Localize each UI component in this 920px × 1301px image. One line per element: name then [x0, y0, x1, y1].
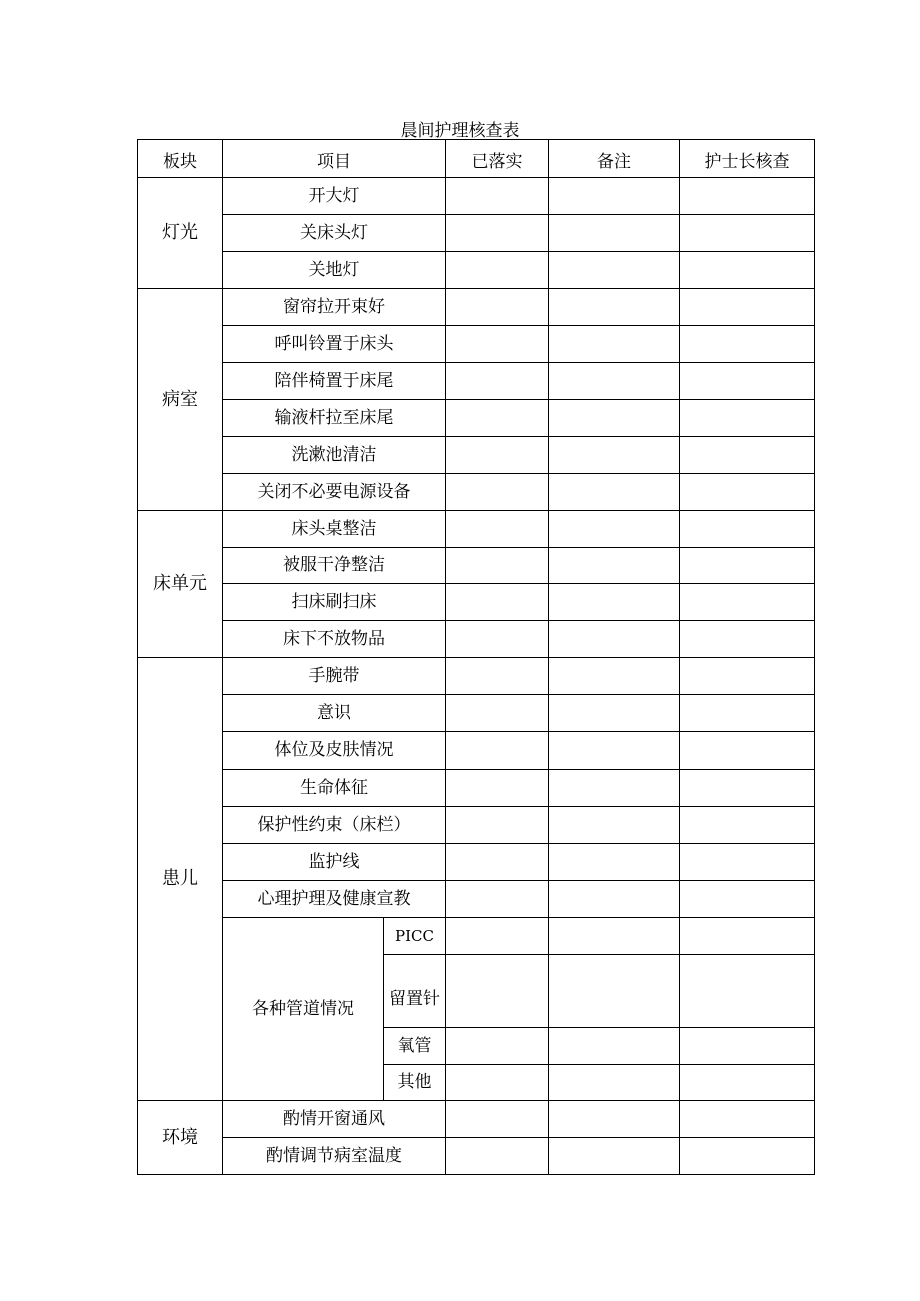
head-nurse-cell[interactable]	[680, 474, 815, 511]
head-nurse-cell[interactable]	[680, 695, 815, 732]
table-row	[138, 252, 815, 289]
remark-cell[interactable]	[549, 178, 680, 215]
item-cell: 陪伴椅置于床尾	[223, 363, 446, 400]
remark-cell[interactable]	[549, 695, 680, 732]
item-cell: 关闭不必要电源设备	[223, 474, 446, 511]
table-row	[138, 621, 815, 658]
header-category: 板块	[138, 140, 223, 178]
category-bed: 床单元	[138, 511, 223, 658]
item-cell: 关地灯	[223, 252, 446, 289]
remark-cell[interactable]	[549, 1101, 680, 1138]
head-nurse-cell[interactable]	[680, 178, 815, 215]
item-cell: 扫床刷扫床	[223, 584, 446, 621]
done-cell[interactable]	[446, 289, 549, 326]
done-cell[interactable]	[446, 363, 549, 400]
remark-cell[interactable]	[549, 584, 680, 621]
table-row	[138, 437, 815, 474]
head-nurse-cell[interactable]	[680, 252, 815, 289]
head-nurse-cell[interactable]	[680, 770, 815, 807]
head-nurse-cell[interactable]	[680, 437, 815, 474]
head-nurse-cell[interactable]	[680, 732, 815, 770]
table-row	[138, 400, 815, 437]
table-row	[138, 326, 815, 363]
item-cell: 酌情调节病室温度	[223, 1138, 446, 1175]
remark-cell[interactable]	[549, 289, 680, 326]
remark-cell[interactable]	[549, 1138, 680, 1175]
head-nurse-cell[interactable]	[680, 621, 815, 658]
category-child: 患儿	[138, 658, 223, 1101]
item-cell: 洗漱池清洁	[223, 437, 446, 474]
done-cell[interactable]	[446, 732, 549, 770]
item-cell: 酌情开窗通风	[223, 1101, 446, 1138]
table-row	[138, 695, 815, 732]
remark-cell[interactable]	[549, 437, 680, 474]
done-cell[interactable]	[446, 1138, 549, 1175]
category-ward: 病室	[138, 289, 223, 511]
head-nurse-cell[interactable]	[680, 289, 815, 326]
done-cell[interactable]	[446, 918, 549, 955]
remark-cell[interactable]	[549, 474, 680, 511]
done-cell[interactable]	[446, 178, 549, 215]
table-row	[138, 363, 815, 400]
remark-cell[interactable]	[549, 621, 680, 658]
table-row	[138, 807, 815, 844]
category-env: 环境	[138, 1101, 223, 1175]
done-cell[interactable]	[446, 437, 549, 474]
head-nurse-cell[interactable]	[680, 584, 815, 621]
head-nurse-cell[interactable]	[680, 400, 815, 437]
done-cell[interactable]	[446, 400, 549, 437]
item-cell: 心理护理及健康宣教	[223, 881, 446, 918]
item-cell: 呼叫铃置于床头	[223, 326, 446, 363]
item-cell: 开大灯	[223, 178, 446, 215]
item-cell: 生命体征	[223, 770, 446, 807]
remark-cell[interactable]	[549, 658, 680, 695]
item-cell: 关床头灯	[223, 215, 446, 252]
head-nurse-cell[interactable]	[680, 1138, 815, 1175]
head-nurse-cell[interactable]	[680, 844, 815, 881]
head-nurse-cell[interactable]	[680, 807, 815, 844]
table-row	[138, 474, 815, 511]
remark-cell[interactable]	[549, 844, 680, 881]
item-cell: 保护性约束（床栏）	[223, 807, 446, 844]
done-cell[interactable]	[446, 326, 549, 363]
table-row	[138, 511, 815, 548]
done-cell[interactable]	[446, 548, 549, 584]
remark-cell[interactable]	[549, 1028, 680, 1065]
category-lighting: 灯光	[138, 178, 223, 289]
item-cell: 意识	[223, 695, 446, 732]
header-done: 已落实	[446, 140, 549, 178]
done-cell[interactable]	[446, 1101, 549, 1138]
head-nurse-cell[interactable]	[680, 326, 815, 363]
table-row	[138, 1101, 815, 1138]
item-cell: 手腕带	[223, 658, 446, 695]
done-cell[interactable]	[446, 252, 549, 289]
table-row	[138, 844, 815, 881]
table-row	[138, 548, 815, 584]
head-nurse-cell[interactable]	[680, 658, 815, 695]
done-cell[interactable]	[446, 844, 549, 881]
remark-cell[interactable]	[549, 252, 680, 289]
head-nurse-cell[interactable]	[680, 511, 815, 548]
remark-cell[interactable]	[549, 1065, 680, 1101]
done-cell[interactable]	[446, 621, 549, 658]
done-cell[interactable]	[446, 474, 549, 511]
item-cell: 床头桌整洁	[223, 511, 446, 548]
done-cell[interactable]	[446, 1065, 549, 1101]
head-nurse-cell[interactable]	[680, 1028, 815, 1065]
done-cell[interactable]	[446, 770, 549, 807]
table-row	[138, 215, 815, 252]
item-cell: 床下不放物品	[223, 621, 446, 658]
head-nurse-cell[interactable]	[680, 1065, 815, 1101]
done-cell[interactable]	[446, 807, 549, 844]
head-nurse-cell[interactable]	[680, 955, 815, 1028]
done-cell[interactable]	[446, 511, 549, 548]
done-cell[interactable]	[446, 881, 549, 918]
header-item: 项目	[223, 140, 446, 178]
page-title: 晨间护理核查表	[400, 121, 520, 141]
remark-cell[interactable]	[549, 881, 680, 918]
done-cell[interactable]	[446, 695, 549, 732]
done-cell[interactable]	[446, 584, 549, 621]
remark-cell[interactable]	[549, 215, 680, 252]
tube-sub-cell: 氧管	[384, 1028, 446, 1065]
table-row	[138, 1138, 815, 1175]
remark-cell[interactable]	[549, 400, 680, 437]
tube-sub-cell: PICC	[384, 918, 446, 955]
remark-cell[interactable]	[549, 732, 680, 770]
tube-sub-cell: 留置针	[384, 955, 446, 1028]
table-row	[138, 658, 815, 695]
done-cell[interactable]	[446, 658, 549, 695]
table-row	[138, 289, 815, 326]
remark-cell[interactable]	[549, 807, 680, 844]
table-row	[138, 178, 815, 215]
item-cell: 监护线	[223, 844, 446, 881]
done-cell[interactable]	[446, 215, 549, 252]
tube-sub-cell: 其他	[384, 1065, 446, 1101]
remark-cell[interactable]	[549, 955, 680, 1028]
head-nurse-cell[interactable]	[680, 363, 815, 400]
remark-cell[interactable]	[549, 548, 680, 584]
done-cell[interactable]	[446, 955, 549, 1028]
remark-cell[interactable]	[549, 918, 680, 955]
remark-cell[interactable]	[549, 326, 680, 363]
remark-cell[interactable]	[549, 770, 680, 807]
item-cell: 体位及皮肤情况	[223, 732, 446, 770]
item-cell: 被服干净整洁	[223, 548, 446, 584]
head-nurse-cell[interactable]	[680, 548, 815, 584]
item-cell: 窗帘拉开束好	[223, 289, 446, 326]
table-row	[138, 918, 815, 955]
head-nurse-cell[interactable]	[680, 881, 815, 918]
table-row	[138, 770, 815, 807]
table-row	[138, 584, 815, 621]
item-cell: 输液杆拉至床尾	[223, 400, 446, 437]
tubes-label: 各种管道情况	[223, 918, 384, 1101]
head-nurse-cell[interactable]	[680, 215, 815, 252]
remark-cell[interactable]	[549, 363, 680, 400]
table-row	[138, 881, 815, 918]
head-nurse-cell[interactable]	[680, 918, 815, 955]
header-head-nurse: 护士长核查	[680, 140, 815, 178]
remark-cell[interactable]	[549, 511, 680, 548]
done-cell[interactable]	[446, 1028, 549, 1065]
header-row	[138, 140, 815, 178]
header-remark: 备注	[549, 140, 680, 178]
head-nurse-cell[interactable]	[680, 1101, 815, 1138]
checklist-table	[137, 139, 815, 1175]
table-row	[138, 732, 815, 770]
